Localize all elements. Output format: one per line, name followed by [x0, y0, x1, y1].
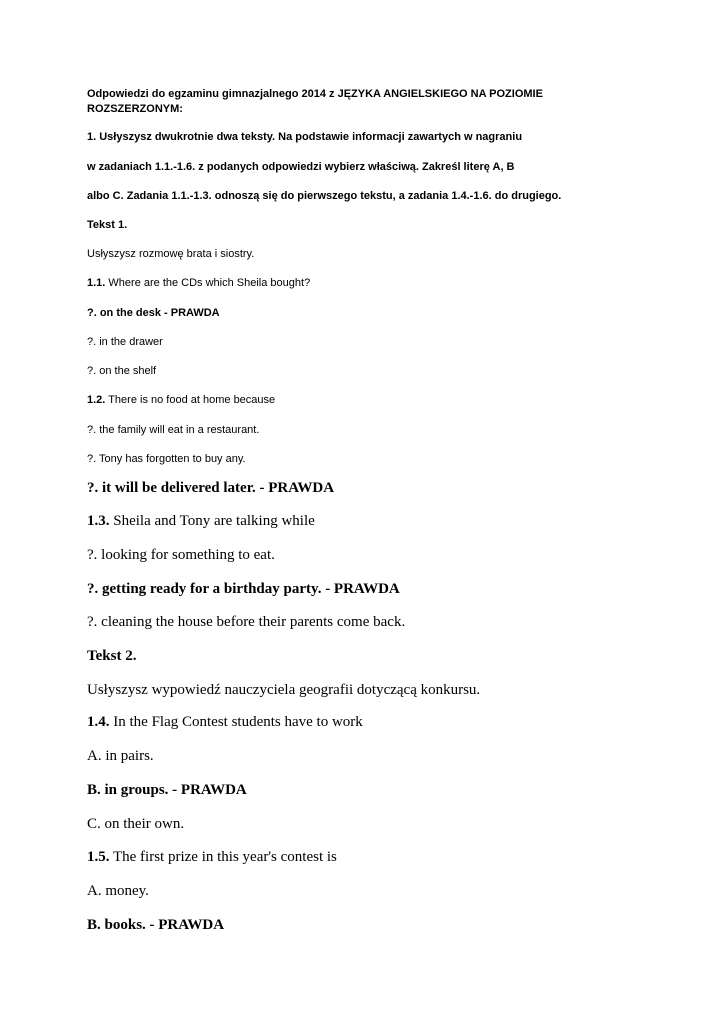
tekst2-intro: Usłyszysz wypowiedź nauczyciela geografii dotyczącą konkursu.	[87, 682, 481, 698]
question-1-5	[87, 849, 337, 866]
answer-1-1-a: ?. on the desk - PRAWDA	[87, 307, 220, 319]
doc-title-line2: ROZSZERZONYM:	[87, 103, 183, 115]
question-1-3	[87, 513, 315, 530]
question-text: Where are the CDs which Sheila bought?	[105, 277, 311, 289]
answer-1-3-a: ?. looking for something to eat.	[87, 547, 275, 563]
answer-1-1-b: ?. in the drawer	[87, 336, 163, 348]
question-text: Sheila and Tony are talking while	[109, 513, 315, 529]
answer-1-3-b: ?. getting ready for a birthday party. - PRAWDA	[87, 581, 400, 597]
question-number: 1.4.	[87, 714, 110, 730]
answer-1-2-a: ?. the family will eat in a restaurant.	[87, 424, 260, 436]
question-1-1	[87, 277, 310, 289]
tekst1-intro: Usłyszysz rozmowę brata i siostry.	[87, 248, 255, 260]
instruction-line2: w zadaniach 1.1.-1.6. z podanych odpowiedzi wybierz właściwą. Zakreśl literę A, B	[87, 161, 515, 173]
answer-1-2-b: ?. Tony has forgotten to buy any.	[87, 453, 246, 465]
question-text: In the Flag Contest students have to work	[109, 714, 363, 730]
question-1-4	[87, 714, 363, 731]
answer-1-5-b: B. books. - PRAWDA	[87, 917, 225, 933]
question-number: 1.5.	[87, 849, 110, 865]
instruction-line1: 1. Usłyszysz dwukrotnie dwa teksty. Na podstawie informacji zawartych w nagraniu	[87, 131, 523, 143]
doc-title-line1: Odpowiedzi do egzaminu gimnazjalnego 2014 z JĘZYKA ANGIELSKIEGO NA POZIOMIE	[87, 88, 543, 100]
question-text: The first prize in this year's contest is	[109, 849, 337, 865]
answer-1-2-c: ?. it will be delivered later. - PRAWDA	[87, 480, 335, 496]
answer-1-1-c: ?. on the shelf	[87, 365, 157, 377]
tekst1-heading: Tekst 1.	[87, 219, 128, 231]
answer-1-4-b: B. in groups. - PRAWDA	[87, 782, 247, 798]
instruction-line3: albo C. Zadania 1.1.-1.3. odnoszą się do pierwszego tekstu, a zadania 1.4.-1.6. do drugiego.	[87, 190, 562, 202]
answer-1-5-a: A. money.	[87, 883, 149, 899]
answer-1-3-c: ?. cleaning the house before their parents come back.	[87, 614, 406, 630]
tekst2-heading: Tekst 2.	[87, 648, 137, 664]
question-number: 1.1.	[87, 277, 106, 289]
answer-1-4-a: A. in pairs.	[87, 748, 154, 764]
question-1-2	[87, 394, 275, 406]
answer-1-4-c: C. on their own.	[87, 816, 185, 832]
question-number: 1.2.	[87, 394, 106, 406]
question-number: 1.3.	[87, 513, 110, 529]
question-text: There is no food at home because	[105, 394, 276, 406]
